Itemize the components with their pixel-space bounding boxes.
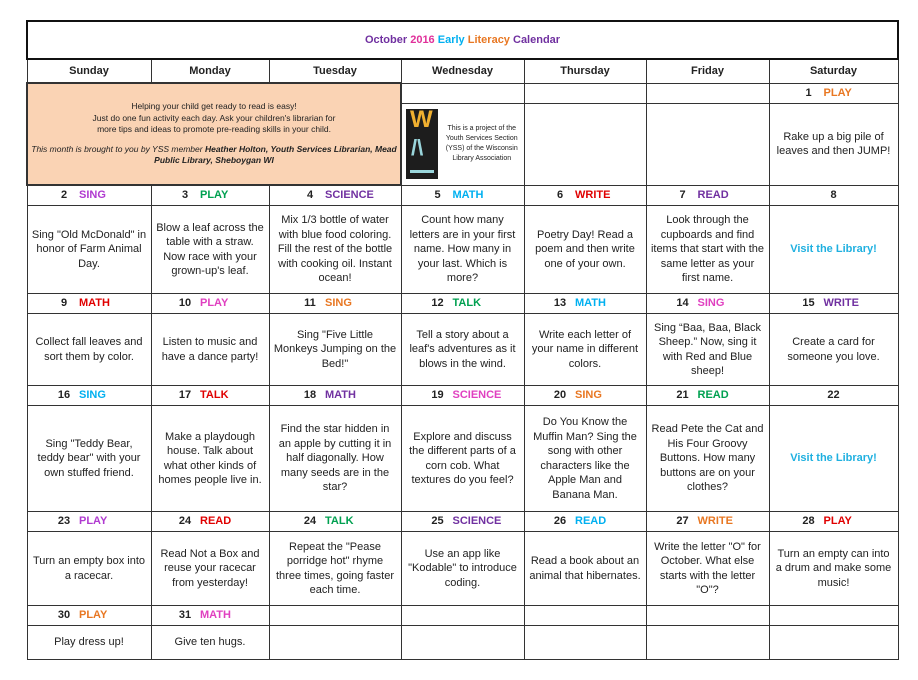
activity-text: Look through the cupboards and find items that start with the same letter as your first name.	[646, 206, 769, 294]
day-header	[27, 185, 151, 206]
activity-category: SING	[575, 389, 602, 402]
activity-category: SCIENCE	[452, 515, 502, 528]
day-header	[646, 294, 769, 314]
activity-category: READ	[697, 189, 729, 201]
day-header	[769, 294, 898, 314]
day-number: 8	[830, 189, 837, 201]
day-number: 18	[303, 389, 317, 402]
day-number: 1	[805, 86, 812, 99]
day-header	[27, 606, 151, 626]
day-body-1: Rake up a big pile of leaves and then JUMP!	[769, 103, 898, 185]
day-header	[646, 185, 769, 206]
activity-category: MATH	[325, 389, 356, 402]
day-header	[151, 386, 269, 406]
calendar	[26, 20, 899, 660]
day-header	[646, 606, 769, 626]
activity-text: Count how many letters are in your first name. How many in your last. Which is more?	[401, 206, 524, 294]
credit-name: Heather Holton, Youth Services Librarian, Mead Public Library, Sheboygan WI	[154, 143, 397, 166]
day-header	[769, 606, 898, 626]
intro-box	[27, 83, 401, 185]
activity-text: Read Pete the Cat and His Four Groovy Buttons. How many buttons are on your clothes?	[646, 406, 769, 512]
day-header	[151, 185, 269, 206]
weekday-wednesday: Wednesday	[401, 59, 524, 83]
day-number: 17	[178, 389, 192, 402]
day-header	[524, 185, 646, 206]
weekday-thursday: Thursday	[524, 59, 646, 83]
weekday-tuesday: Tuesday	[269, 59, 401, 83]
day-header	[524, 606, 646, 626]
activity-text: Sing "Old McDonald" in honor of Farm Animal Day.	[27, 206, 151, 294]
activity-text: Find the star hidden in an apple by cutting it in half diagonally. How many seeds are in the star?	[269, 406, 401, 512]
activity-text: Use an app like "Kodable" to introduce coding.	[401, 532, 524, 606]
activity-category: WRITE	[823, 297, 859, 310]
day-number: 19	[431, 389, 444, 402]
day-number: 2	[60, 189, 68, 202]
activity-category: MATH	[452, 189, 484, 201]
day-header	[151, 294, 269, 314]
day-number: 30	[57, 609, 71, 622]
activity-category: SING	[79, 389, 106, 402]
day-number: 25	[431, 515, 444, 528]
day-header-1	[769, 83, 898, 103]
page-title	[27, 21, 898, 59]
activity-category: SING	[79, 189, 106, 202]
activity-category: MATH	[79, 297, 110, 310]
day-header	[27, 294, 151, 314]
day-header	[151, 512, 269, 532]
activity-text: Make a playdough house. Talk about what other kinds of homes people live in.	[151, 406, 269, 512]
activity-text: Give ten hugs.	[151, 626, 269, 660]
activity-text: Sing "Teddy Bear, teddy bear" with your own stuffed friend.	[27, 406, 151, 512]
activity-category: TALK	[452, 297, 482, 310]
wla-logo: W /\	[406, 109, 438, 179]
activity-text: Turn an empty can into a drum and make some music!	[769, 532, 898, 606]
day-header	[27, 512, 151, 532]
activity-category: PLAY	[79, 609, 108, 622]
day-header	[269, 606, 401, 626]
activity-text	[401, 626, 524, 660]
activity-category: TALK	[200, 389, 229, 402]
activity-text: Sing “Baa, Baa, Black Sheep.” Now, sing it with Red and Blue sheep!	[646, 314, 769, 386]
activity-category: MATH	[200, 609, 231, 622]
day-header	[269, 185, 401, 206]
day-header	[524, 386, 646, 406]
day-number: 16	[57, 389, 71, 402]
activity-text: Create a card for someone you love.	[769, 314, 898, 386]
activity-text: Play dress up!	[27, 626, 151, 660]
day-header	[269, 386, 401, 406]
activity-text	[269, 626, 401, 660]
activity-text: Repeat the "Pease porridge hot" rhyme three times, going faster each time.	[269, 532, 401, 606]
weekday-monday: Monday	[151, 59, 269, 83]
activity-category: PLAY	[823, 515, 852, 528]
activity-text: Do You Know the Muffin Man? Sing the song with other characters like the Apple Man and Banana Man.	[524, 406, 646, 512]
day-number: 14	[676, 297, 689, 310]
intro-line: more tips and ideas to promote pre-reading skills in your child.	[97, 124, 331, 135]
activity-text: Poetry Day! Read a poem and then write one of your own.	[524, 206, 646, 294]
day-header	[27, 386, 151, 406]
day-number: 31	[178, 609, 192, 622]
day-header	[646, 512, 769, 532]
activity-text: Listen to music and have a dance party!	[151, 314, 269, 386]
credit-text: This month is brought to you by YSS member	[31, 143, 205, 154]
weekday-friday: Friday	[646, 59, 769, 83]
day-number: 11	[304, 297, 316, 310]
title-word: Early	[437, 33, 465, 46]
day-header	[151, 606, 269, 626]
weekday-sunday: Sunday	[27, 59, 151, 83]
activity-category: SING	[697, 297, 725, 310]
day-number: 23	[57, 515, 71, 528]
activity-category: PLAY	[200, 297, 229, 310]
day-number: 24	[303, 515, 317, 528]
day-number: 24	[178, 515, 192, 528]
empty-cell	[401, 83, 524, 103]
day-number: 27	[676, 515, 689, 528]
day-number: 4	[306, 189, 314, 202]
activity-text: Write each letter of your name in different colors.	[524, 314, 646, 386]
day-header	[401, 294, 524, 314]
activity-category: READ	[200, 515, 232, 528]
title-word: October	[364, 33, 408, 46]
day-header	[401, 606, 524, 626]
day-header	[769, 512, 898, 532]
empty-cell	[524, 103, 646, 185]
activity-category: PLAY	[823, 86, 852, 99]
activity-category: READ	[697, 389, 729, 402]
activity-text: Read Not a Box and reuse your racecar from yesterday!	[151, 532, 269, 606]
activity-text	[524, 626, 646, 660]
day-number: 7	[679, 189, 686, 201]
intro-line: Just do one fun activity each day. Ask your children's librarian for	[92, 112, 336, 123]
empty-cell	[524, 83, 646, 103]
empty-cell	[646, 83, 769, 103]
activity-text	[646, 626, 769, 660]
day-header	[524, 294, 646, 314]
day-number: 5	[434, 189, 441, 201]
activity-text: Explore and discuss the different parts of a corn cob. What textures do you feel?	[401, 406, 524, 512]
title-word: 2016	[410, 33, 435, 46]
activity-text: Collect fall leaves and sort them by color.	[27, 314, 151, 386]
activity-category: TALK	[325, 515, 354, 528]
activity-category: SCIENCE	[325, 189, 374, 202]
activity-text: Mix 1/3 bottle of water with blue food coloring. Fill the rest of the bottle with cooking oil. Instant ocean!	[269, 206, 401, 294]
day-header	[769, 386, 898, 406]
day-header	[401, 386, 524, 406]
activity-category: SING	[325, 297, 352, 310]
day-header	[524, 512, 646, 532]
activity-text: Write the letter "O" for October. What else starts with the letter "O"?	[646, 532, 769, 606]
day-number: 6	[556, 189, 564, 201]
day-header	[269, 512, 401, 532]
day-number: 13	[553, 297, 567, 310]
title-word: Calendar	[513, 33, 561, 46]
day-number: 12	[431, 297, 444, 310]
day-number: 28	[802, 515, 815, 528]
activity-text: Turn an empty box into a racecar.	[27, 532, 151, 606]
activity-category: READ	[575, 515, 607, 528]
day-number: 10	[178, 297, 192, 310]
visit-library-note: Visit the Library!	[769, 406, 898, 512]
activity-text: Tell a story about a leaf's adventures as it blows in the wind.	[401, 314, 524, 386]
day-number: 15	[802, 297, 815, 310]
day-number: 9	[60, 297, 68, 310]
activity-text: Blow a leaf across the table with a straw. Now race with your grown-up's leaf.	[151, 206, 269, 294]
weekday-saturday: Saturday	[769, 59, 898, 83]
activity-category: WRITE	[697, 515, 733, 528]
logo-text: This is a project of the Youth Services Section (YSS) of the Wisconsin Library Association	[445, 125, 518, 162]
day-number: 22	[827, 389, 840, 402]
visit-library-note: Visit the Library!	[769, 206, 898, 294]
activity-text	[769, 626, 898, 660]
day-header	[646, 386, 769, 406]
day-header	[401, 512, 524, 532]
empty-cell	[646, 103, 769, 185]
wla-logo-cell	[401, 103, 524, 185]
activity-category: SCIENCE	[452, 389, 502, 402]
activity-category: MATH	[575, 297, 606, 310]
activity-category: PLAY	[79, 515, 108, 528]
title-word: Literacy	[467, 33, 510, 46]
day-header	[401, 185, 524, 206]
day-number: 26	[553, 515, 567, 528]
intro-line: Helping your child get ready to read is easy!	[131, 101, 297, 112]
day-number: 21	[676, 389, 689, 402]
activity-category: PLAY	[200, 189, 229, 202]
day-header	[769, 185, 898, 206]
activity-text: Sing "Five Little Monkeys Jumping on the Bed!"	[269, 314, 401, 386]
day-number: 20	[553, 389, 567, 402]
activity-text: Read a book about an animal that hibernates.	[524, 532, 646, 606]
day-number: 3	[181, 189, 189, 202]
activity-category: WRITE	[575, 189, 611, 201]
day-header	[269, 294, 401, 314]
